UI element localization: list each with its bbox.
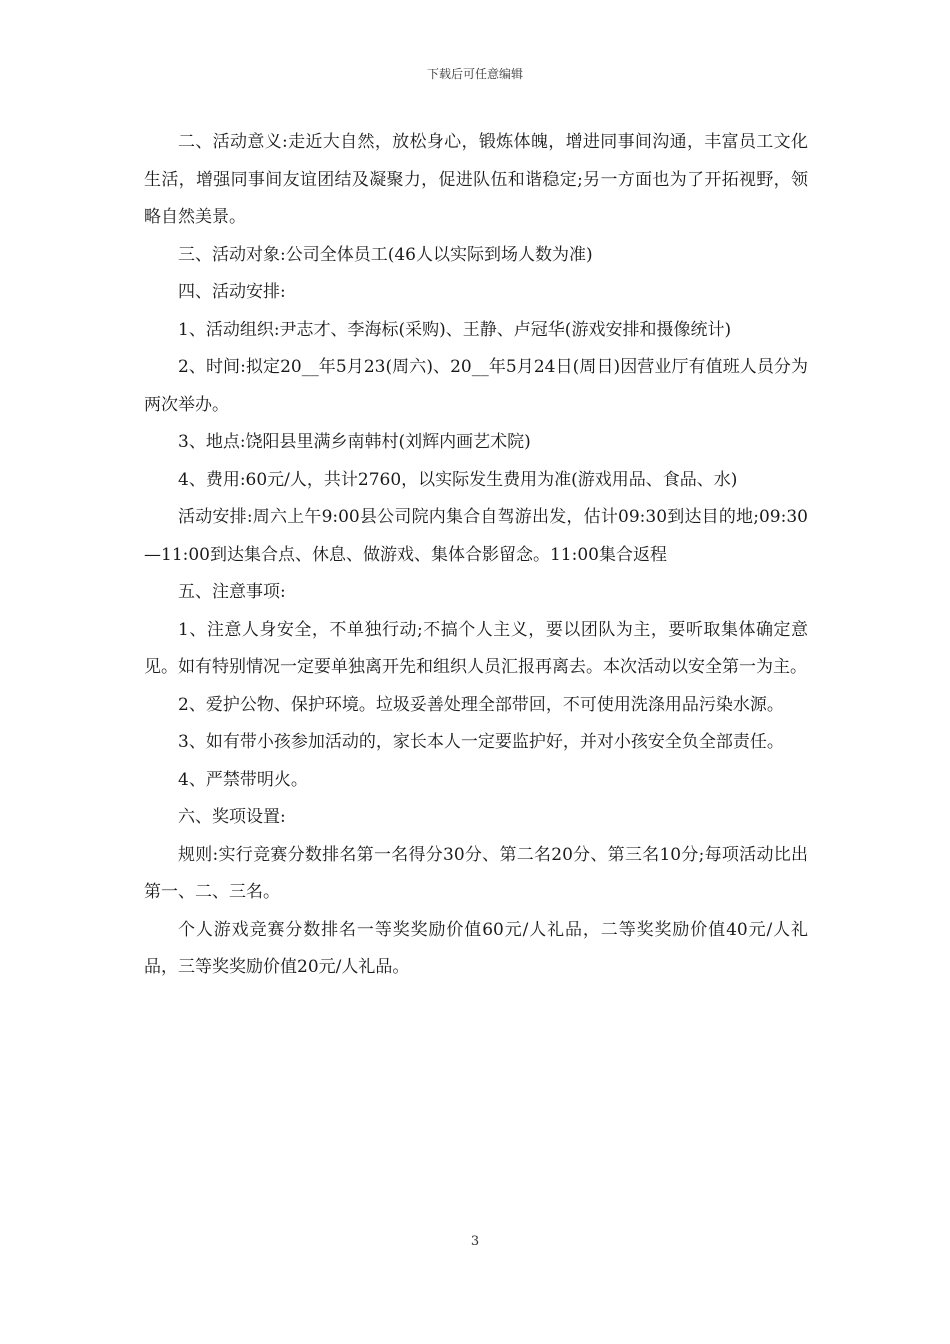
paragraph-location: 3、地点:饶阳县里满乡南韩村(刘辉内画艺术院) — [178, 432, 531, 452]
heading-awards: 六、奖项设置: — [178, 807, 286, 827]
paragraph-environment: 2、爱护公物、保护环境。垃圾妥善处理全部带回，不可使用洗涤用品污染水源。 — [178, 694, 784, 715]
heading-precautions: 五、注意事项: — [178, 582, 286, 602]
paragraph-no-fire: 4、严禁带明火。 — [178, 769, 308, 790]
paragraph-safety: 1、注意人身安全，不单独行动;不搞个人主义，要以团队为主，要听取集体确定意见。如有特别情况一定要单独离开先和组织人员汇报再离去。本次活动以安全第一为主。 — [144, 619, 808, 677]
heading-activity-arrangement: 四、活动安排: — [178, 282, 286, 302]
paragraph-cost: 4、费用:60元/人，共计2760，以实际发生费用为准(游戏用品、食品、水) — [178, 469, 738, 490]
paragraph-activity-target: 三、活动对象:公司全体员工(46人以实际到场人数为准) — [178, 244, 593, 265]
page-number: 3 — [470, 1234, 480, 1249]
paragraph-individual-prizes: 个人游戏竞赛分数排名一等奖奖励价值60元/人礼品，二等奖奖励价值40元/人礼品，三等奖奖励价值20元/人礼品。 — [144, 919, 808, 977]
paragraph-rules: 规则:实行竞赛分数排名第一名得分30分、第二名20分、第三名10分;每项活动比出第一、二、三名。 — [144, 844, 808, 902]
paragraph-organization: 1、活动组织:尹志才、李海标(采购)、王静、卢冠华(游戏安排和摄像统计) — [178, 319, 732, 340]
paragraph-children: 3、如有带小孩参加活动的，家长本人一定要监护好，并对小孩安全负全部责任。 — [178, 732, 784, 752]
page-header: 下载后可任意编辑 — [426, 67, 523, 81]
document-body — [144, 124, 808, 987]
paragraph-activity-significance: 二、活动意义:走近大自然，放松身心，锻炼体魄，增进同事间沟通，丰富员工文化生活，增强同事间友谊团结及凝聚力，促进队伍和谐稳定;另一方面也为了开拓视野，领略自然美景。 — [144, 132, 808, 227]
paragraph-time: 2、时间:拟定20__年5月23(周六)、20__年5月24日(周日)因营业厅有值班人员分为两次举办。 — [144, 357, 808, 415]
paragraph-schedule: 活动安排:周六上午9:00县公司院内集合自驾游出发，估计09:30到达目的地;09:30—11:00到达集合点、休息、做游戏、集体合影留念。11:00集合返程 — [144, 507, 808, 565]
